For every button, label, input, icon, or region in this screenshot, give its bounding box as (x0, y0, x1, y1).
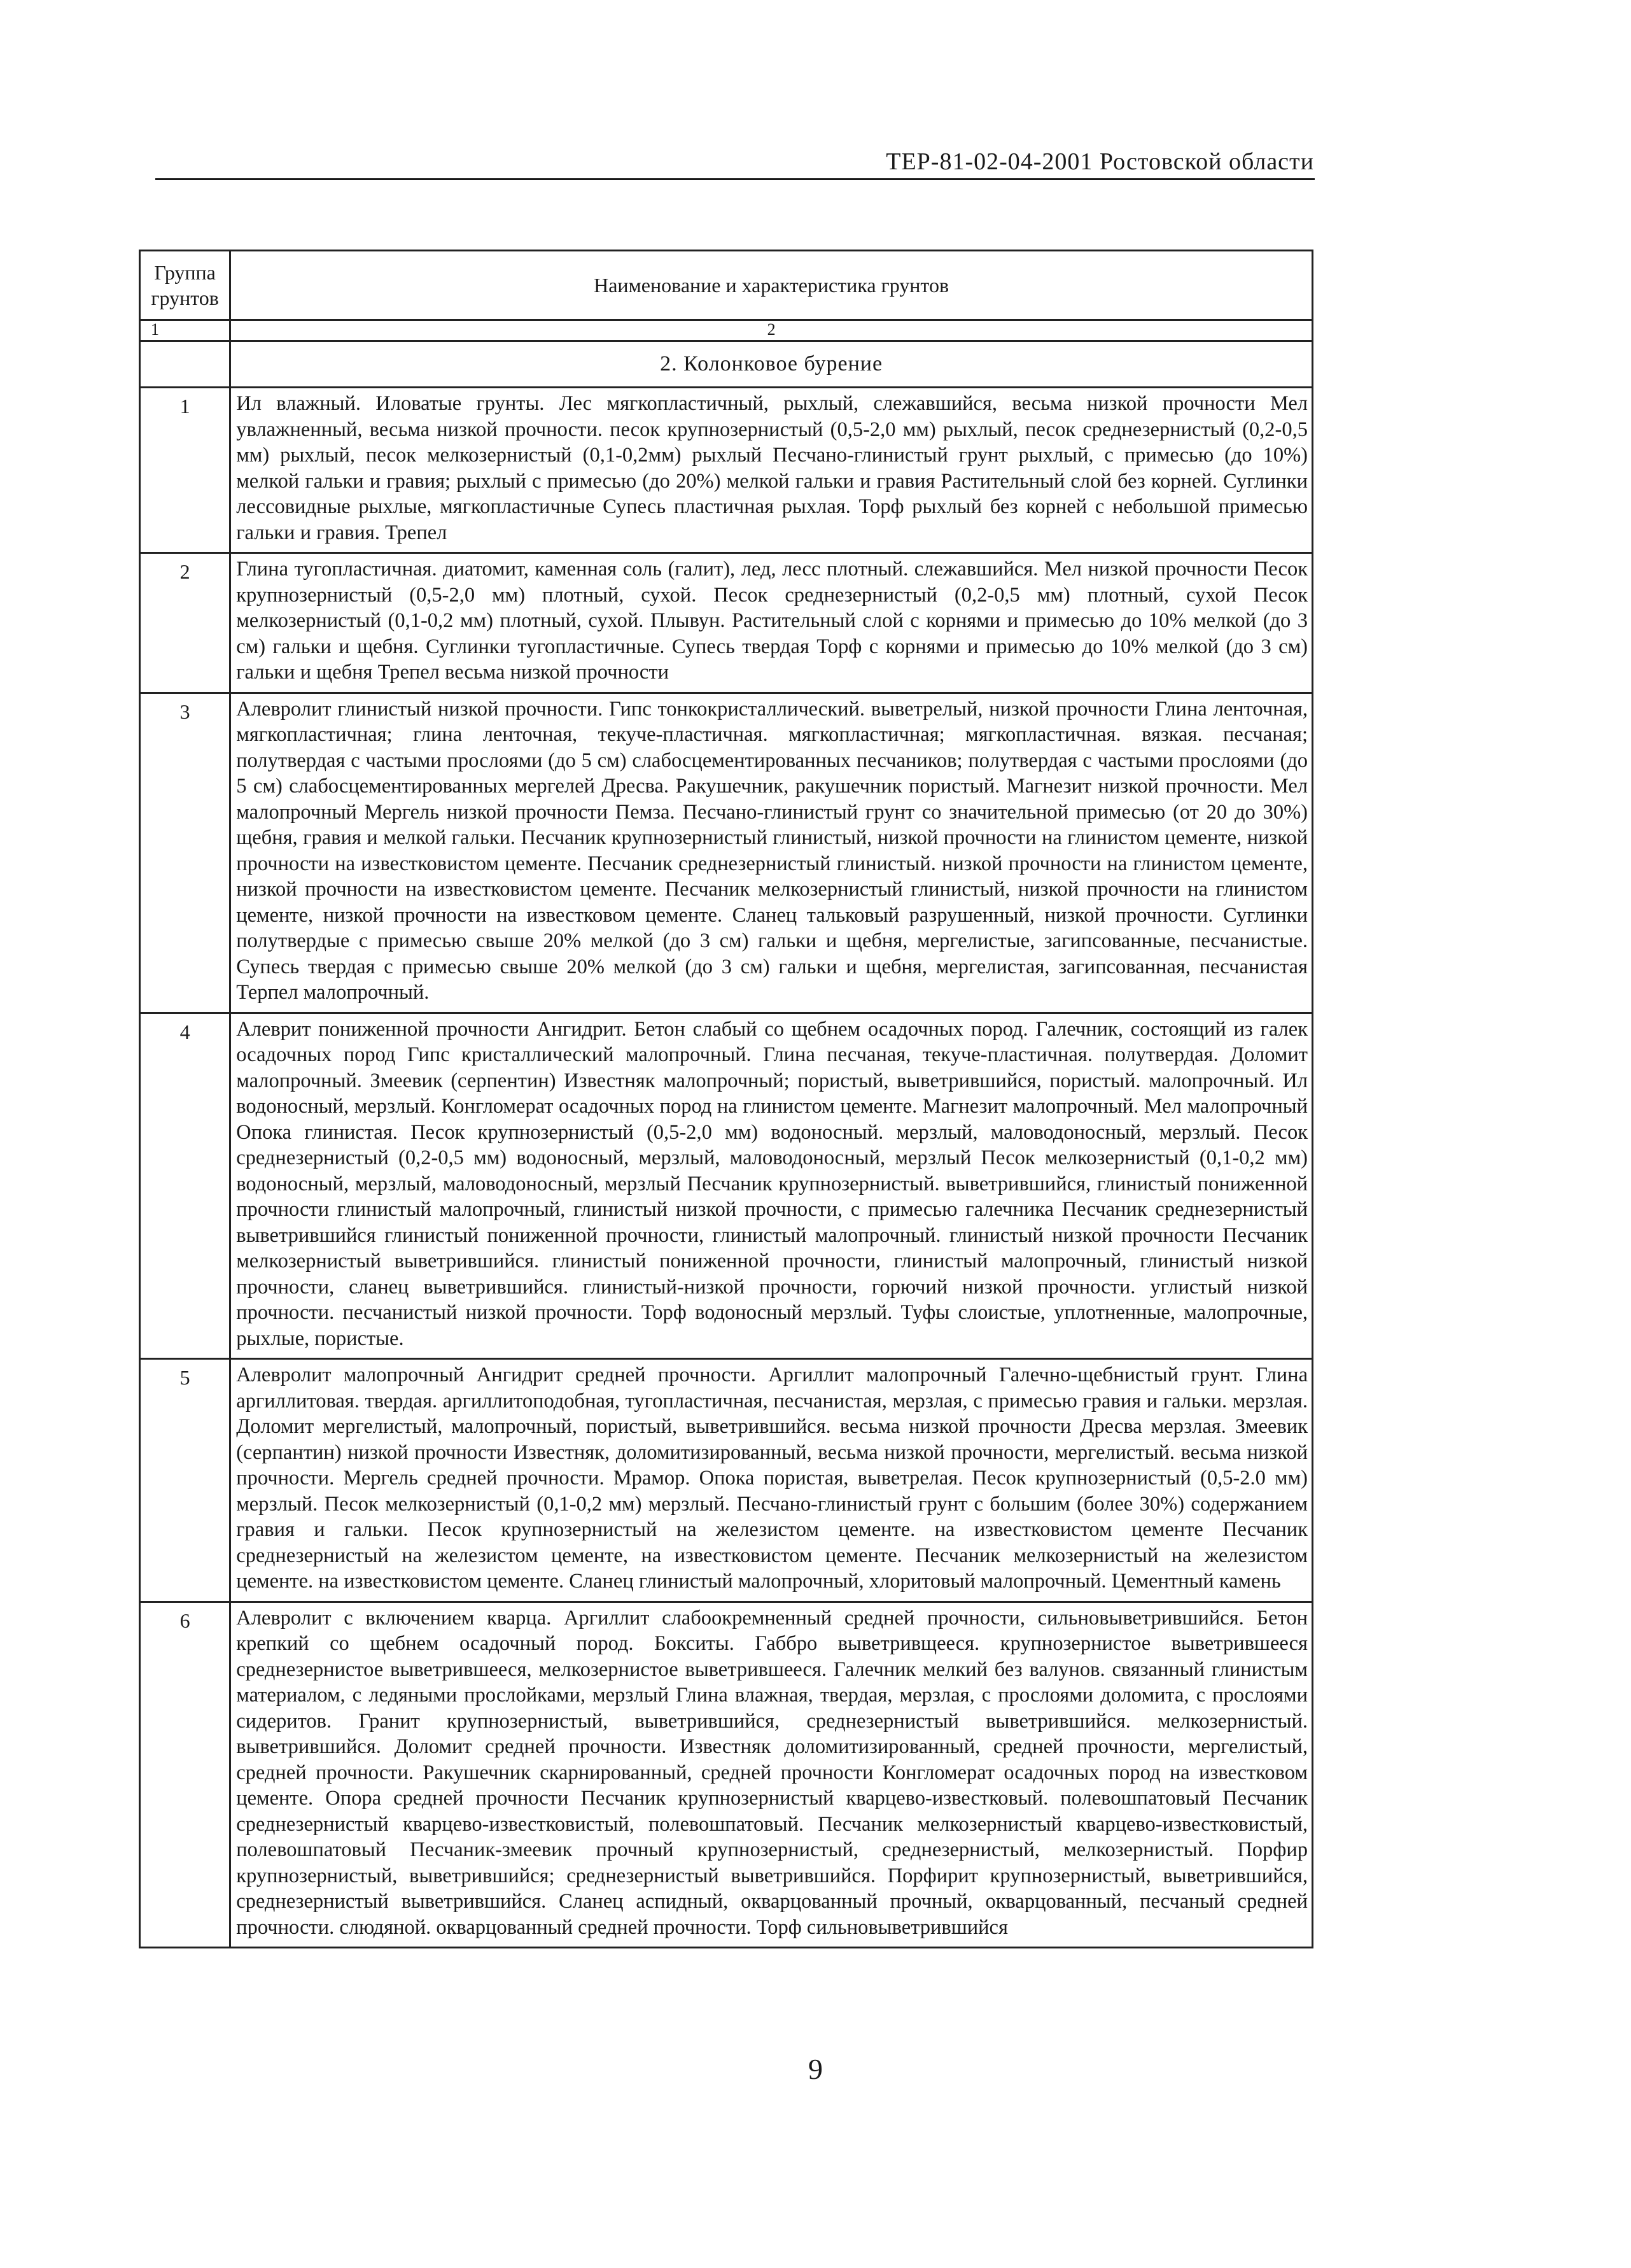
table-row (140, 388, 1313, 553)
column-number-row (140, 320, 1313, 341)
column-header-name: Наименование и характеристика грунтов (230, 251, 1313, 320)
soil-description: Глина тугопластичная. диатомит, каменная соль (галит), лед, лесс плотный. слежавшийся. Мел низкой прочности Песок крупнозернистый (0,5-2,0 мм) плотный, сухой. Песок среднезернистый (0,2-0,5 мм) плотный, сухой Песок мелкозернистый (0,1-0,2 мм) плотный, сухой. Плывун. Растительный слой с корнями и примесью до 10% мелкой (до 3 см) гальки и щебня. Суглинки тугопластичные. Супесь твердая Торф с корнями и примесью до 10% мелкой (до 3 см) гальки и щебня Трепел весьма низкой прочности (230, 553, 1313, 693)
page-number: 9 (808, 2053, 823, 2085)
header-rule (155, 178, 1315, 180)
section-empty-cell (140, 341, 230, 388)
soil-description: Алевролит с включением кварца. Аргиллит слабоокремненный средней прочности, сильновыветрившийся. Бетон крепкий со щебнем осадочный пород. Бокситы. Габбро выветривщееся. крупнозернистое выветрившееся среднезернистое выветрившееся, мелкозернистое выветрившееся. Галечник мелкий без валунов. связанный глинистым материалом, с ледяными прослойками, мерзлый Глина влажная, твердая, мерзлая, с прослоями доломита, с прослоями сидеритов. Гранит крупнозернистый, выветрившийся, среднезернистый выветрившийся. мелкозернистый. выветрившийся. Доломит средней прочности. Известняк доломитизированный, средней прочности, мергелистый, средней прочности. Ракушечник скарнированный, средней прочности Конгломерат осадочных пород на известковом цементе. Опора средней прочности Песчаник крупнозернистый кварцево-известковый. полевошпатовый Песчаник среднезернистый кварцево-известковистый, полевошпатовый. Песчаник мелкозернистый кварцево-известковистый, полевошпатовый Песчаник-змеевик прочный крупнозернистый, среднезернистый, мелкозернистый. Порфир крупнозернистый, выветрившийся; среднезернистый выветрившийся. Порфирит крупнозернистый, выветрившийся, среднезернистый выветрившийся. Сланец аспидный, окварцованный прочный, окварцованный, песчаный средней прочности. слюдяной. окварцованный средней прочности. Торф сильновыветрившийся (230, 1602, 1313, 1948)
table-header-row (140, 251, 1313, 320)
soil-description: Алеврит пониженной прочности Ангидрит. Бетон слабый со щебнем осадочных пород. Галечник, состоящий из галек осадочных пород Гипс кристаллический малопрочный. Глина песчаная, текуче-пластичная. полутвердая. Доломит малопрочный. Змеевик (серпентин) Известняк малопрочный; пористый, выветрившийся, пористый. малопрочный. Ил водоносный, мерзлый. Конгломерат осадочных пород на глинистом цементе. Магнезит малопрочный. Мел малопрочный Опока глинистая. Песок крупнозернистый (0,5-2,0 мм) водоносный. мерзлый, маловодоносный, мерзлый. Песок среднезернистый (0,2-0,5 мм) водоносный, мерзлый, маловодоносный, мерзлый Песок мелкозернистый (0,1-0,2 мм) водоносный, мерзлый, маловодоносный, мерзлый Песчаник крупнозернистый. выветрившийся, глинистый пониженной прочности глинистый малопрочный, глинистый низкой прочности, с примесью галечника Песчаник среднезернистый выветрившийся глинистый пониженной прочности, глинистый малопрочный. глинистый низкой прочности Песчаник мелкозернистый выветрившийся. глинистый пониженной прочности, глинистый малопрочный, глинистый низкой прочности, сланец выветрившийся. глинистый-низкой прочности, горючий низкой прочности. углистый низкой прочности. песчанистый низкой прочности. Торф водоносный мерзлый. Туфы слоистые, уплотненные, малопрочные, рыхлые, пористые. (230, 1013, 1313, 1359)
column-header-group: Группа грунтов (140, 251, 230, 320)
section-title: 2. Колонковое бурение (230, 341, 1313, 388)
document-code-header: ТЕР-81-02-04-2001 Ростовской области (886, 148, 1314, 175)
soil-description: Алевролит глинистый низкой прочности. Гипс тонкокристаллический. выветрелый, низкой прочности Глина ленточная, мягкопластичная; глина ленточная, текуче-пластичная. мягкопластичная; мягкопластичная. вязкая. песчаная; полутвердая с частыми прослоями (до 5 см) слабосцементированных песчаников; полутвердая с частыми прослоями (до 5 см) слабосцементированных мергелей Дресва. Ракушечник, ракушечник пористый. Магнезит низкой прочности. Мел малопрочный Мергель низкой прочности Пемза. Песчано-глинистый грунт со значительной примесью (от 20 до 30%) щебня, гравия и мелкой гальки. Песчаник крупнозернистый глинистый, низкой прочности на глинистом цементе, низкой прочности на известковистом цементе. Песчаник среднезернистый глинистый. низкой прочности на глинистом цементе, низкой прочности на известковистом цементе. Песчаник мелкозернистый глинистый, низкой прочности на глинистом цементе, низкой прочности на известковом цементе. Сланец тальковый разрушенный, низкой прочности. Суглинки полутвердые с примесью свыше 20% мелкой (до 3 см) гальки и щебня, мергелистые, загипсованные, песчанистые. Супесь твердая с примесью свыше 20% мелкой (до 3 см) гальки и щебня, мергелистая, загипсованная, песчанистая Терпел малопрочный. (230, 693, 1313, 1013)
column-number-1: 1 (140, 320, 230, 341)
table-row (140, 1013, 1313, 1359)
table-row (140, 553, 1313, 693)
group-number: 6 (140, 1602, 230, 1948)
table-row (140, 693, 1313, 1013)
column-number-2: 2 (230, 320, 1313, 341)
group-number: 1 (140, 388, 230, 553)
table-row (140, 1359, 1313, 1602)
table-row (140, 1602, 1313, 1948)
soil-description: Алевролит малопрочный Ангидрит средней прочности. Аргиллит малопрочный Галечно-щебнистый грунт. Глина аргиллитовая. твердая. аргиллитоподобная, тугопластичная, песчанистая, мерзлая, с примесью гравия и гальки. мерзлая. Доломит мергелистый, малопрочный, пористый, выветрившийся. весьма низкой прочности Дресва мерзлая. Змеевик (серпантин) низкой прочности Известняк, доломитизированный, весьма низкой прочности, мергелистый. весьма низкой прочности. Мергель средней прочности. Мрамор. Опока пористая, выветрелая. Песок крупнозернистый (0,5-2.0 мм) мерзлый. Песок мелкозернистый (0,1-0,2 мм) мерзлый. Песчано-глинистый грунт с большим (более 30%) содержанием гравия и гальки. Песок крупнозернистый на железистом цементе. на известковистом цементе Песчаник среднезернистый на железистом цементе, на известковистом цементе. Песчаник мелкозернистый на железистом цементе. на известковистом цементе. Сланец глинистый малопрочный, хлоритовый малопрочный. Цементный камень (230, 1359, 1313, 1602)
group-number: 2 (140, 553, 230, 693)
section-row (140, 341, 1313, 388)
group-number: 4 (140, 1013, 230, 1359)
soil-groups-table (139, 250, 1313, 1948)
soil-description: Ил влажный. Иловатые грунты. Лес мягкопластичный, рыхлый, слежавшийся, весьма низкой прочности Мел увлажненный, весьма низкой прочности. песок крупнозернистый (0,5-2,0 мм) рыхлый, песок среднезернистый (0,2-0,5 мм) рыхлый, песок мелкозернистый (0,1-0,2мм) рыхлый Песчано-глинистый грунт рыхлый, с примесью (до 10%) мелкой гальки и гравия; рыхлый с примесью (до 20%) мелкой гальки и гравия Растительный слой без корней. Суглинки лессовидные рыхлые, мягкопластичные Супесь пластичная рыхлая. Торф рыхлый без корней с небольшой примесью гальки и гравия. Трепел (230, 388, 1313, 553)
group-number: 3 (140, 693, 230, 1013)
group-number: 5 (140, 1359, 230, 1602)
